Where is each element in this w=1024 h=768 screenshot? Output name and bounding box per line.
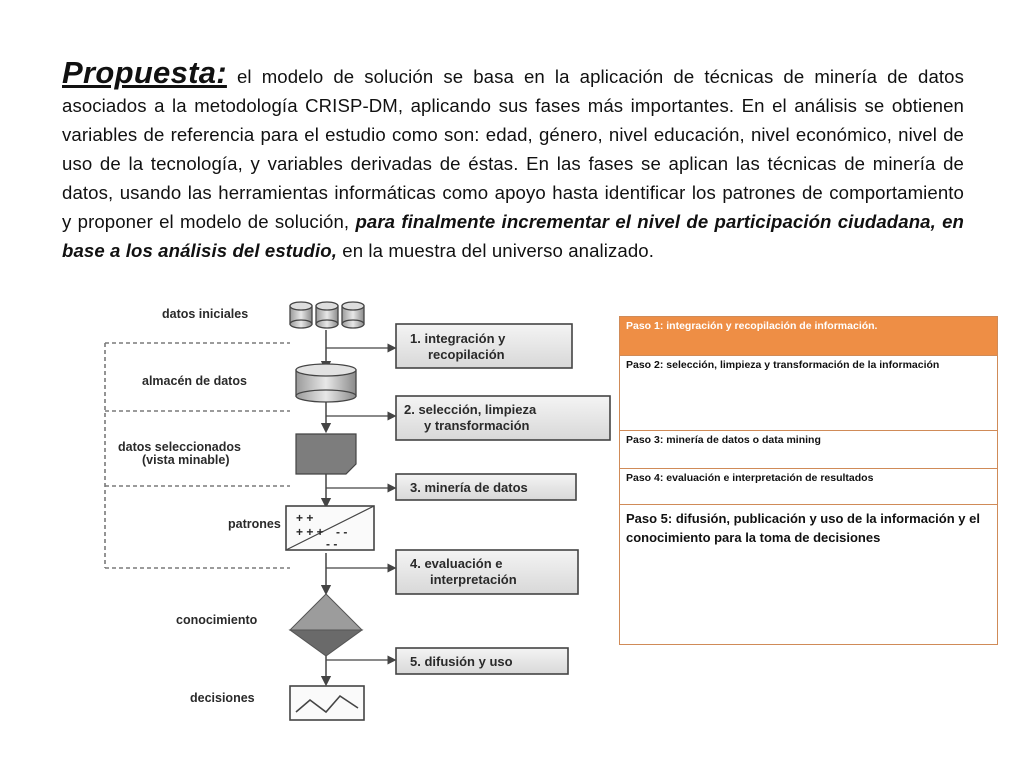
slide-title: Propuesta: (62, 55, 227, 90)
step-1-line-2: recopilación (428, 347, 505, 362)
svg-text:+ +: + + (296, 511, 314, 525)
label-seleccionados-2: (vista minable) (142, 453, 230, 467)
step-3-label: 3. minería de datos (410, 480, 528, 495)
label-conocimiento: conocimiento (176, 613, 258, 627)
step-4-line-2: interpretación (430, 572, 517, 587)
steps-table-row-1: Paso 1: integración y recopilación de información. (620, 317, 997, 355)
svg-text:- -: - - (326, 537, 338, 551)
step-1-line-1: 1. integración y (410, 331, 506, 346)
intro-paragraph (62, 55, 964, 265)
step-2-line-2: y transformación (424, 418, 530, 433)
intro-text-a: el modelo de solución se basa en la aplicación de técnicas de minería de datos asociados a la metodología CRISP-DM, aplicando sus fases más importantes. En el análisis se obtienen variables de referencia para el estudio como son: edad, género, nivel educación, nivel económico, nivel de uso de la tecnología, y variables derivadas de éstas. En las fases se aplican las técnicas de minería de datos, usando las herramientas informáticas como apoyo hasta identificar los patrones de comportamiento y proponer el modelo de solución, (62, 66, 964, 232)
knowledge-icon (290, 594, 362, 656)
svg-text:- -: - - (336, 525, 348, 539)
patterns-icon (286, 506, 374, 551)
label-datos-iniciales: datos iniciales (162, 307, 249, 321)
step-2-line-1: 2. selección, limpieza (404, 402, 537, 417)
kdd-process-diagram (100, 298, 620, 728)
decisions-icon (290, 686, 364, 720)
step-5-label: 5. difusión y uso (410, 654, 513, 669)
intro-text-b: en la muestra del universo analizado. (336, 240, 654, 261)
steps-table (619, 316, 998, 645)
label-decisiones: decisiones (190, 691, 255, 705)
selected-data-icon (296, 434, 356, 474)
svg-text:+ + +: + + + (296, 525, 324, 539)
label-patrones: patrones (228, 517, 281, 531)
intro-emphasis: para finalmente incrementar el nivel de participación ciudadana, en base a los análisis del estudio, (62, 211, 964, 261)
label-seleccionados-1: datos seleccionados (118, 440, 241, 454)
steps-table-row-5: Paso 5: difusión, publicación y uso de la información y el conocimiento para la toma de decisiones (620, 504, 997, 644)
steps-table-row-3: Paso 3: minería de datos o data mining (620, 430, 997, 468)
data-warehouse-icon (296, 364, 356, 402)
steps-table-row-2: Paso 2: selección, limpieza y transformación de la información (620, 355, 997, 430)
source-databases-icon (290, 302, 364, 328)
steps-table-row-4: Paso 4: evaluación e interpretación de resultados (620, 468, 997, 504)
step-4-line-1: 4. evaluación e (410, 556, 503, 571)
label-almacen: almacén de datos (142, 374, 247, 388)
